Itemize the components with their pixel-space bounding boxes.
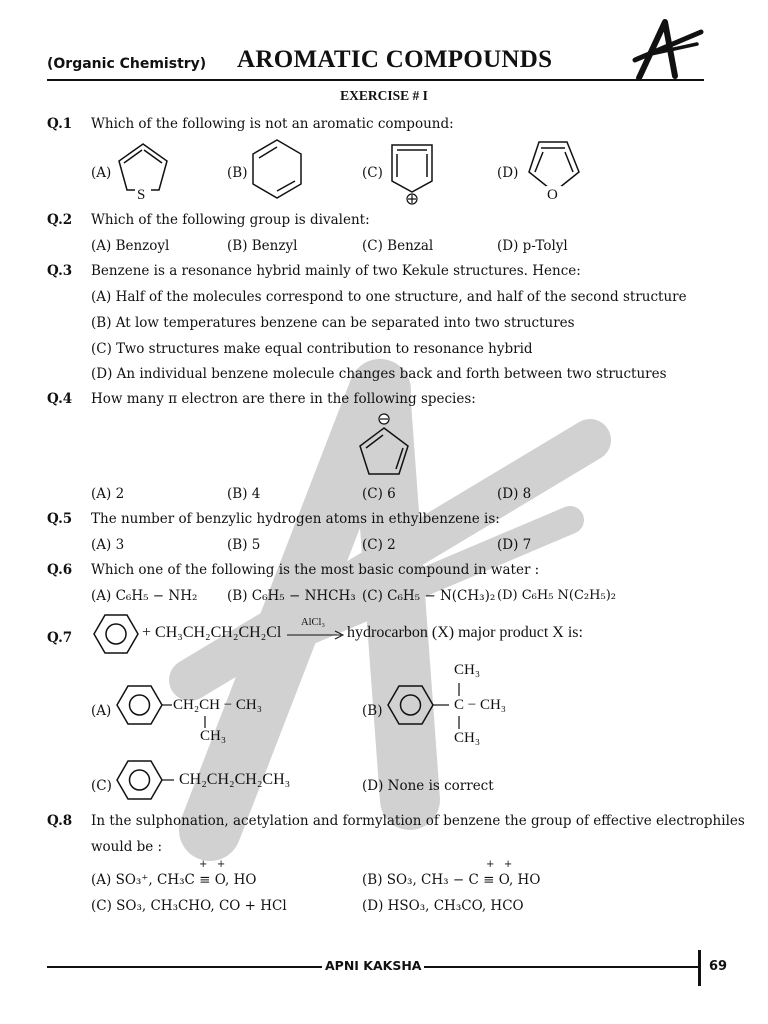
option-c: (C) SO₃, CH₃CHO, CO + HCl	[91, 898, 287, 914]
option-a: (A) Half of the molecules correspond to one structure, and half of the second structure	[91, 289, 687, 305]
page-number: 69	[709, 959, 728, 974]
footer-brand: APNI KAKSHA	[322, 958, 424, 973]
cyclohexadiene-structure	[249, 138, 305, 202]
bond-line	[162, 779, 176, 783]
option-d: (D)	[497, 165, 519, 181]
question-number: Q.2	[47, 212, 73, 228]
option-b: (B) 4	[227, 486, 261, 502]
question-text: Which of the following group is divalent:	[91, 212, 370, 228]
header	[47, 42, 707, 92]
question-number: Q.5	[47, 511, 73, 527]
header-rule	[47, 79, 704, 81]
option-b: (B) 5	[227, 537, 261, 553]
question-number: Q.7	[47, 630, 73, 646]
option-a: (A) SO₃⁺, CH₃C ≡ O, HO	[91, 872, 257, 888]
option-c: (C) Two structures make equal contribution to resonance hybrid	[91, 341, 533, 357]
option-c: (C) 6	[362, 486, 396, 502]
question-number: Q.6	[47, 562, 73, 578]
question-number: Q.4	[47, 391, 73, 407]
option-b-bottom-methyl: CH₃	[454, 730, 481, 746]
option-a: (A) 2	[91, 486, 125, 502]
tropylium-like-structure	[384, 136, 440, 206]
question-text: Benzene is a resonance hybrid mainly of two Kekule structures. Hence:	[91, 263, 581, 279]
question-text: In the sulphonation, acetylation and formylation of benzene the group of effective electrophiles	[91, 813, 745, 829]
reaction-catalyst: AlCl₃	[301, 617, 326, 628]
option-a-benzene-ring	[116, 684, 164, 726]
exercise-heading: EXERCISE # I	[340, 88, 428, 103]
thiophene-structure	[115, 140, 177, 202]
oxygen-atom-label: O	[547, 187, 558, 203]
option-d: (D) HSO₃, CH₃CO, HCO	[362, 898, 524, 914]
option-b: (B) SO₃, CH₃ − C ≡ O, HO	[362, 872, 541, 888]
reaction-product: hydrocarbon (X) major product X is:	[347, 624, 583, 641]
option-d: (D) C₆H₅ N(C₂H₅)₂	[497, 588, 616, 603]
subject-label: (Organic Chemistry)	[47, 56, 207, 72]
question-text: Which of the following is not an aromatic compound:	[91, 116, 454, 132]
charge-marks: + +	[199, 859, 226, 870]
option-d: (D) 8	[497, 486, 532, 502]
option-d: (D) 7	[497, 537, 532, 553]
option-c: (C) C₆H₅ − N(CH₃)₂	[362, 588, 496, 604]
option-a: (A) 3	[91, 537, 125, 553]
question-number: Q.3	[47, 263, 73, 279]
footer-divider	[698, 950, 701, 986]
question-text: How many π electron are there in the following species:	[91, 391, 476, 407]
option-c: (C) Benzal	[362, 238, 434, 254]
option-a-chain: CH₂CH − CH₃	[173, 697, 262, 713]
reaction-arrow	[287, 630, 345, 642]
question-number: Q.1	[47, 116, 73, 132]
option-b: (B) C₆H₅ − NHCH₃	[227, 588, 356, 604]
question-text: The number of benzylic hydrogen atoms in ethylbenzene is:	[91, 511, 500, 527]
cyclopentadienyl-anion-structure	[356, 410, 412, 478]
option-b: (B) At low temperatures benzene can be separated into two structures	[91, 315, 575, 331]
option-a: (A) Benzoyl	[91, 238, 170, 254]
option-c-benzene-ring	[116, 759, 164, 801]
reaction-reagent: + CH₃CH₂CH₂CH₂Cl	[142, 624, 282, 641]
option-c: (C)	[362, 165, 383, 181]
brand-logo	[635, 20, 705, 82]
option-d: (D) p-Tolyl	[497, 238, 568, 254]
benzene-reactant-structure	[93, 613, 139, 655]
question-text-continued: would be :	[91, 839, 163, 855]
option-b: (B)	[227, 165, 248, 181]
option-b-top-methyl: CH₃	[454, 662, 481, 678]
option-a: (A) C₆H₅ − NH₂	[91, 588, 198, 604]
option-b: (B)	[362, 703, 383, 719]
option-a: (A)	[91, 703, 112, 719]
option-b-quaternary-carbon: C − CH₃	[454, 697, 507, 713]
sulfur-atom-label: S	[137, 187, 146, 203]
option-d: (D) None is correct	[362, 778, 494, 794]
option-c: (C)	[91, 778, 112, 794]
page-title: AROMATIC COMPOUNDS	[237, 46, 553, 73]
question-text: Which one of the following is the most basic compound in water :	[91, 562, 540, 578]
furan-structure	[525, 138, 583, 204]
option-c: (C) 2	[362, 537, 396, 553]
option-b-benzene-ring	[387, 684, 435, 726]
option-c-chain: CH₂CH₂CH₂CH₃	[179, 771, 291, 788]
question-number: Q.8	[47, 813, 73, 829]
option-a-branch: CH₃	[200, 728, 227, 744]
option-a: (A)	[91, 165, 112, 181]
option-b: (B) Benzyl	[227, 238, 298, 254]
bond-line	[433, 704, 451, 708]
option-d: (D) An individual benzene molecule changes back and forth between two structures	[91, 366, 667, 382]
charge-marks: + +	[486, 859, 513, 870]
